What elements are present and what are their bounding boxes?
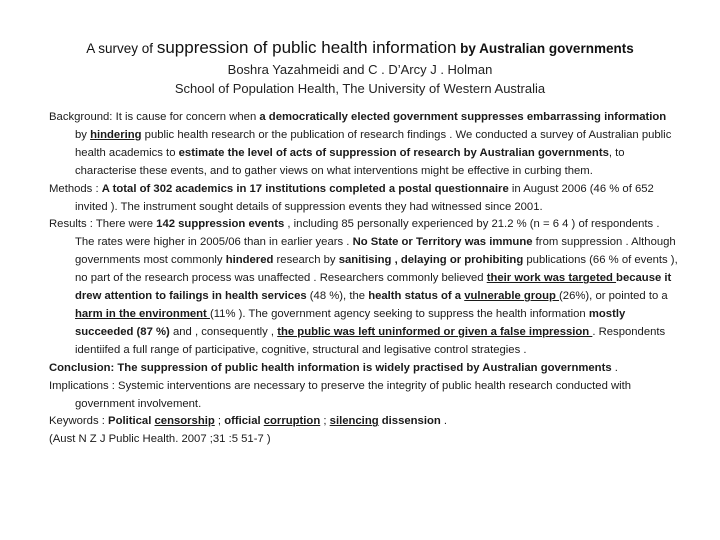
text-segment: research by — [273, 254, 339, 267]
text-segment: and , consequently , — [169, 325, 278, 338]
text-segment: . — [611, 361, 618, 374]
keywords-paragraph — [49, 413, 679, 431]
emphasis-text: health status of a — [368, 290, 465, 303]
text-segment: publications (66 % of events ), no part of the research process was unaffected . Researchers commonly believed — [75, 254, 678, 285]
emphasis-text: The suppression of public health information is widely practised by Australian governments — [117, 361, 612, 374]
text-segment: Methods : — [49, 182, 102, 195]
authors: Boshra Yazahmeidi and C . D’Arcy J . Holman — [227, 62, 493, 77]
text-segment: , to characterise these events, and to gather views on what interventions might be effective in curbing them. — [75, 146, 625, 177]
text-segment: (11% ). The government agency seeking to suppress the health information — [209, 307, 589, 320]
emphasis-text: sanitising , delaying or prohibiting — [338, 254, 524, 267]
citation: (Aust N Z J Public Health. 2007 ;31 :5 51-7 ) — [49, 433, 271, 446]
text-segment: , including 85 personally experienced by 21.2 % (n = 6 4 ) of respondents . The rates were higher in 2005/06 than in earlier years . — [75, 218, 660, 249]
underlined-emphasis: vulnerable group — [464, 290, 560, 303]
emphasis-text: because it drew attention to failings in health services — [75, 272, 672, 303]
text-segment: from suppression . Although governments most commonly — [75, 236, 676, 267]
text-segment: in August 2006 (46 % of 652 invited ). The instrument sought details of suppression events they had witnessed since 2001. — [75, 182, 654, 213]
text-segment: (26%), or pointed to a — [559, 290, 668, 303]
text-segment: Conclusion: — [49, 361, 118, 374]
abstract-body — [49, 109, 679, 449]
underlined-emphasis: hindering — [90, 128, 142, 141]
title-suffix: by Australian governments — [456, 41, 634, 56]
title-main: suppression of public health information — [156, 38, 457, 57]
underlined-emphasis: their work was targeted — [486, 272, 617, 285]
text-segment: by — [75, 128, 91, 141]
document-title — [0, 38, 720, 58]
text-segment: Background: It is cause for concern when — [49, 111, 260, 123]
text-segment: ; — [214, 415, 225, 428]
emphasis-text: mostly succeeded (87 %) — [75, 307, 626, 338]
underlined-emphasis: silencing — [329, 415, 379, 428]
text-segment: public health research or the publication of research findings . We conducted a survey of Australian public health academics to — [75, 128, 672, 159]
background-paragraph — [49, 109, 679, 181]
results-paragraph — [49, 216, 679, 359]
emphasis-text: No State or Territory was immune — [352, 236, 533, 249]
text-segment: Results : There were — [49, 218, 157, 231]
implications-paragraph: Implications : Systemic interventions are necessary to preserve the integrity of public health research conducted with government involvement. — [49, 379, 632, 410]
emphasis-text: 142 suppression events — [156, 218, 285, 231]
emphasis-text: official — [224, 415, 264, 428]
text-segment: (48 %), the — [306, 290, 369, 303]
underlined-emphasis: censorship — [154, 415, 215, 428]
text-segment: . Respondents identiifed a full range of participative, cognitive, structural and legisative control strategies . — [75, 325, 666, 356]
emphasis-text: A total of 302 academics in 17 institutions completed a postal questionnaire — [101, 182, 509, 195]
emphasis-text: hindered — [225, 254, 274, 267]
underlined-emphasis: the public was left uninformed or given a false impression — [277, 325, 593, 338]
emphasis-text: dissension — [378, 415, 441, 428]
affiliation: School of Population Health, The University of Western Australia — [174, 81, 546, 96]
conclusion-paragraph — [49, 360, 679, 378]
underlined-emphasis: harm in the environment — [75, 307, 210, 320]
text-segment: ; — [320, 415, 330, 428]
emphasis-text: a democratically elected government suppresses embarrassing information — [259, 111, 667, 123]
text-segment: Keywords : — [49, 415, 109, 428]
text-segment: . — [440, 415, 448, 428]
emphasis-text: estimate the level of acts of suppression of research by Australian governments — [178, 146, 609, 159]
methods-paragraph — [49, 181, 679, 217]
underlined-emphasis: corruption — [263, 415, 321, 428]
title-prefix: A survey of — [86, 41, 157, 56]
emphasis-text: Political — [108, 415, 155, 428]
